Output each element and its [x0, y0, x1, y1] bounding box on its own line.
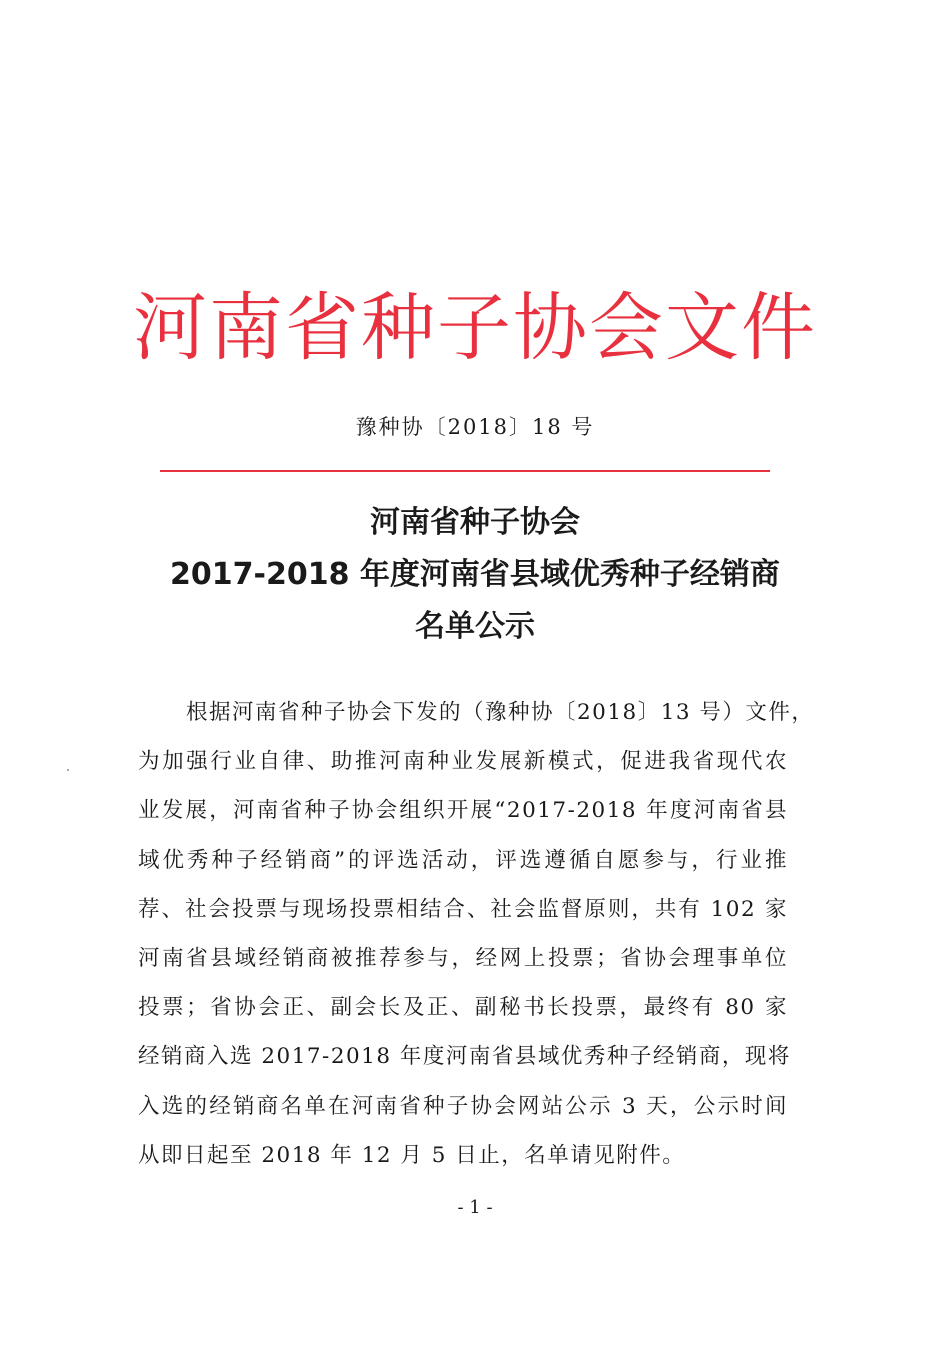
title-line-3: 名单公示 [415, 609, 535, 644]
body-paragraph [138, 688, 815, 1180]
issuer-red-header: 河南省种子协会文件 [133, 285, 817, 371]
body-line: 为加强行业自律、助推河南种业发展新模式，促进我省现代农 [138, 749, 788, 775]
document-number: 豫种协〔2018〕18 号 [355, 415, 595, 439]
body-line: 荐、社会投票与现场投票相结合、社会监督原则，共有 102 家 [138, 896, 788, 922]
title-line-2: 2017-2018 年度河南省县域优秀种子经销商 [170, 557, 780, 592]
body-line: 域优秀种子经销商”的评选活动，评选遵循自愿参与，行业推 [138, 847, 788, 873]
scan-speck [67, 769, 69, 771]
document-title [0, 497, 950, 653]
page-number: - 1 - [457, 1197, 493, 1218]
body-line: 经销商入选 2017-2018 年度河南省县域优秀种子经销商，现将 [138, 1044, 791, 1070]
title-line-1: 河南省种子协会 [370, 505, 580, 540]
body-line: 入选的经销商名单在河南省种子协会网站公示 3 天，公示时间 [138, 1093, 788, 1119]
red-separator-line [160, 470, 770, 472]
body-line: 根据河南省种子协会下发的（豫种协〔2018〕13 号）文件， [186, 700, 815, 725]
body-line: 从即日起至 2018 年 12 月 5 日止，名单请见附件。 [138, 1142, 686, 1168]
body-line: 投票；省协会正、副会长及正、副秘书长投票，最终有 80 家 [138, 995, 788, 1021]
body-line: 业发展，河南省种子协会组织开展“2017-2018 年度河南省县 [138, 798, 788, 824]
body-line: 河南省县域经销商被推荐参与，经网上投票；省协会理事单位 [138, 946, 788, 972]
